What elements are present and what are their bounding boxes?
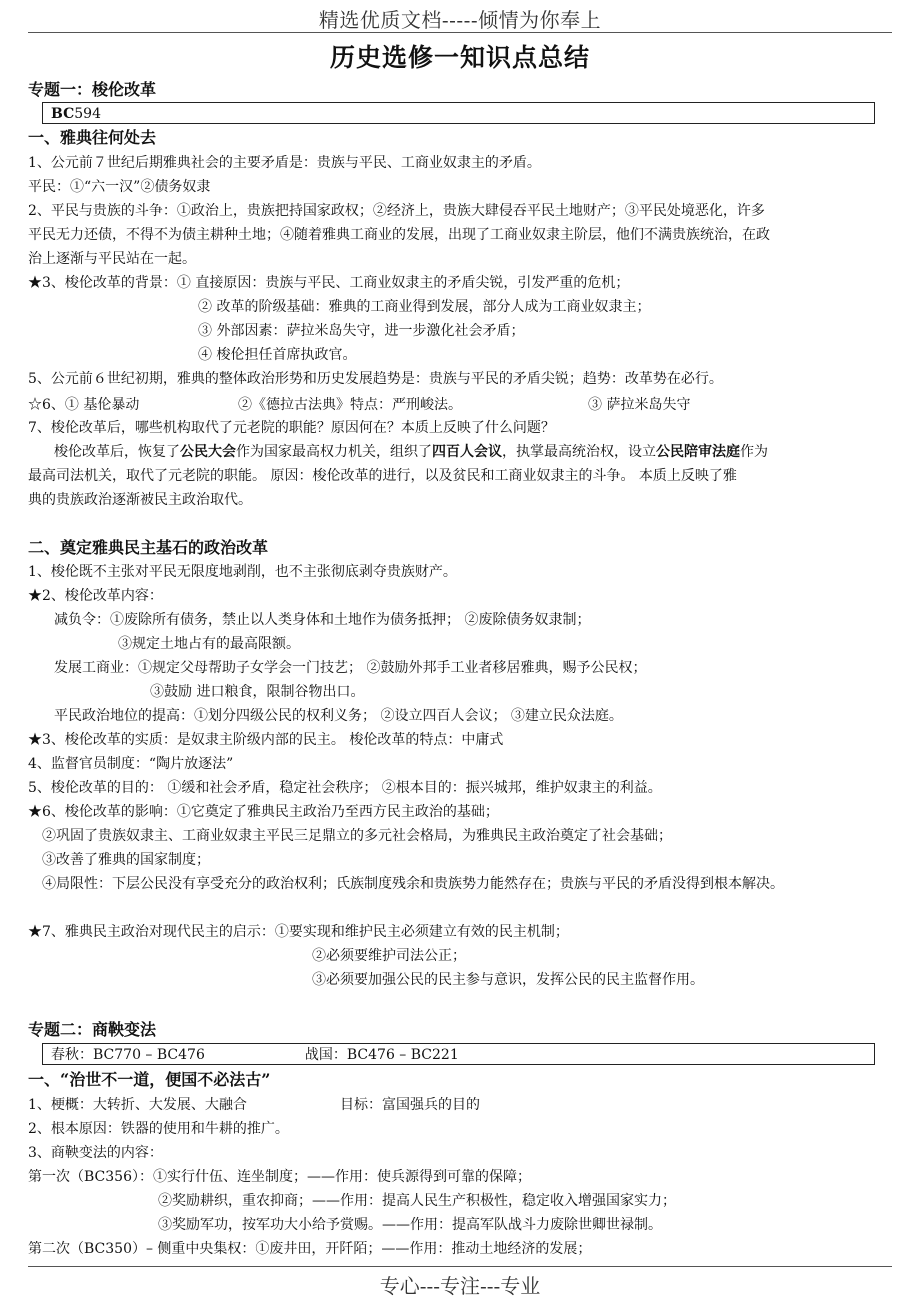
date-value: 594 [74, 106, 101, 122]
text-line: 平民：①“六一汉”②债务奴隶 [28, 179, 211, 195]
text-line: 2、根本原因：铁器的使用和牛耕的推广。 [28, 1121, 289, 1137]
text-line: 1、梭伦既不主张对平民无限度地剥削，也不主张彻底剥夺贵族财产。 [28, 564, 457, 580]
text-line: 第一次（BC356）：①实行什伍、连坐制度；——作用：使兵源得到可靠的保障； [28, 1169, 531, 1185]
text-line: 最高司法机关，取代了元老院的职能。 原因：梭伦改革的进行，以及贫民和工商业奴隶主的斗争。 本质上反映了雅 [28, 468, 737, 484]
text-line: 目标：富国强兵的目的 [340, 1097, 480, 1113]
text-line: ②巩固了贵族奴隶主、工商业奴隶主平民三足鼎立的多元社会格局，为雅典民主政治奠定了社会基础； [42, 828, 672, 844]
text-line: ③改善了雅典的国家制度； [42, 852, 210, 868]
bold-term: 公民大会 [180, 444, 236, 460]
text-line: 2、平民与贵族的斗争：①政治上，贵族把持国家政权；②经济上，贵族大肆侵吞平民土地财产；③平民处境恶化，许多 [28, 203, 765, 219]
text-line: ★7、雅典民主政治对现代民主的启示：①要实现和维护民主必须建立有效的民主机制； [28, 924, 569, 940]
text-line: 4、监督官员制度：“陶片放逐法” [28, 756, 234, 772]
text-line: 7、梭伦改革后，哪些机构取代了元老院的职能？原因何在？本质上反映了什么问题？ [28, 420, 555, 436]
text-line: 治上逐渐与平民站在一起。 [28, 251, 196, 267]
text-line: ★2、梭伦改革内容： [28, 588, 163, 604]
header-rule [28, 32, 892, 33]
text-line: ③鼓励 进口粮食，限制谷物出口。 [150, 684, 365, 700]
text-line: 平民政治地位的提高：①划分四级公民的权利义务； ②设立四百人会议； ③建立民众法庭。 [54, 708, 623, 724]
section-heading: 二、奠定雅典民主基石的政治改革 [28, 538, 269, 557]
text-line: ③规定土地占有的最高限额。 [118, 636, 300, 652]
text-line: ④局限性：下层公民没有享受充分的政治权利；氏族制度残余和贵族势力能然存在；贵族与平民的矛盾没得到根本解决。 [42, 876, 784, 892]
text-line: 第二次（BC350）– 侧重中央集权：①废井田，开阡陌；——作用：推动土地经济的发展； [28, 1241, 592, 1257]
text-line: ② 改革的阶级基础：雅典的工商业得到发展，部分人成为工商业奴隶主； [198, 299, 651, 315]
text-line: 1、梗概：大转折、大发展、大融合 [28, 1097, 247, 1113]
page-header: 精选优质文档-----倾情为你奉上 [318, 8, 602, 32]
text-line: ②必须要维护司法公正； [312, 948, 466, 964]
text-line: ☆6、① 基伦暴动 [28, 397, 140, 413]
text-line: ③ 外部因素：萨拉米岛失守，进一步激化社会矛盾； [198, 323, 525, 339]
text-span: 作为国家最高权力机关，组织了 [236, 444, 432, 460]
page-title: 历史选修一知识点总结 [329, 43, 590, 72]
text-line: ②《德拉古法典》特点：严刑峻法。 [238, 397, 462, 413]
text-line: 1、公元前７世纪后期雅典社会的主要矛盾是：贵族与平民、工商业奴隶主的矛盾。 [28, 155, 541, 171]
text-line: 典的贵族政治逐渐被民主政治取代。 [28, 492, 252, 508]
topic-one-heading: 专题一：梭伦改革 [28, 80, 157, 99]
text-line: 5、梭伦改革的目的： ①缓和社会矛盾，稳定社会秩序； ②根本目的：振兴城邦，维护奴隶主的利益。 [28, 780, 662, 796]
section-heading: 一、雅典往何处去 [28, 128, 157, 147]
text-line: ★3、梭伦改革的背景：① 直接原因：贵族与平民、工商业奴隶主的矛盾尖锐，引发严重的危机； [28, 275, 630, 291]
text-line [54, 442, 768, 462]
spring-autumn-period: 春秋：BC770 – BC476 [51, 1047, 205, 1063]
topic-two-heading: 专题二：商鞅变法 [28, 1020, 157, 1039]
text-line: ③必须要加强公民的民主参与意识，发挥公民的民主监督作用。 [312, 972, 704, 988]
section-heading: 一、“治世不一道，便国不必法古” [28, 1070, 271, 1089]
text-line: ★3、梭伦改革的实质：是奴隶主阶级内部的民主。 梭伦改革的特点：中庸式 [28, 732, 504, 748]
text-span: ，执掌最高统治权，设立 [502, 444, 656, 460]
text-line: 3、商鞅变法的内容： [28, 1145, 163, 1161]
bold-term: 公民陪审法庭 [656, 444, 740, 460]
date-prefix: BC [51, 106, 75, 122]
text-line: ④ 梭伦担任首席执政官。 [198, 347, 357, 363]
text-span: 梭伦改革后，恢复了 [54, 444, 180, 460]
warring-states-period: 战国：BC476 – BC221 [304, 1047, 459, 1063]
text-line: ③ 萨拉米岛失守 [588, 397, 691, 413]
text-line: 5、公元前６世纪初期，雅典的整体政治形势和历史发展趋势是：贵族与平民的矛盾尖锐；趋势：改革势在必行。 [28, 371, 723, 387]
text-line: ②奖励耕织，重农抑商；——作用：提高人民生产积极性，稳定收入增强国家实力； [158, 1193, 676, 1209]
page-footer: 专心---专注---专业 [379, 1274, 541, 1298]
text-span: 作为 [740, 444, 768, 460]
date-box [42, 102, 875, 124]
text-line: 减负令：①废除所有债务，禁止以人类身体和土地作为债务抵押； ②废除债务奴隶制； [54, 612, 591, 628]
text-line: ③奖励军功，按军功大小给予赏赐。——作用：提高军队战斗力废除世卿世禄制。 [158, 1217, 662, 1233]
period-box [42, 1043, 875, 1065]
text-line: 发展工商业：①规定父母帮助子女学会一门技艺； ②鼓励外邦手工业者移居雅典，赐予公民权； [54, 660, 647, 676]
bold-term: 四百人会议 [432, 444, 502, 460]
text-line: 平民无力还债，不得不为债主耕种土地；④随着雅典工商业的发展，出现了工商业奴隶主阶层，他们不满贵族统治，在政 [28, 227, 770, 243]
text-line: ★6、梭伦改革的影响：①它奠定了雅典民主政治乃至西方民主政治的基础； [28, 804, 499, 820]
footer-rule [28, 1266, 892, 1267]
